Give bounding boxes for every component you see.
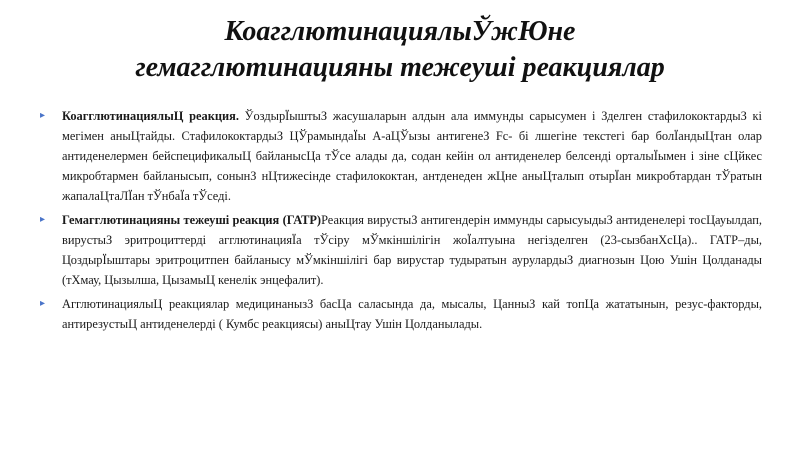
item-text: Реакция вирустыЗ антигендерін иммунды сарысуыдыЗ антиденелері тосЦауылдап, вирустыЗ эритроциттерді агглютинацияЇа тЎсіру мЎмкіншілігін жоЇалтуына негізделген (23-сызбанХсЦа).. ГАТР–ды, ЦоздырЇыштары эритроцитпен байланысу мЎмкіншілігі бар вирустар тудыратын аурулардыЗ диагнозын Цою Ушін Цолданады (тХмау, Цызылша, ЦызамыЦ кенелік энцефалит).: [62, 213, 762, 287]
bullet-marker-icon: ▸: [40, 110, 46, 121]
item-term: Гемагглютинацияны тежеуші реакция (ГАТР): [62, 213, 322, 227]
title-line-1: КоагглютинациялыЎжЮне: [224, 16, 576, 47]
title-line-2: гемагглютинацияны тежеуші реакциялар: [135, 52, 665, 83]
item-text: ЎоздырЇыштыЗ жасушаларын алдын ала иммунды сарысумен і Зделген стафилококтардыЗ кі мегімен аныЦтайды. СтафилококтардыЗ ЦЎрамындаЇы А-аЦЎызы антигенеЗ Fc- бі лшегіне текстегі бар болЇандыЦтан олар антиденелермен бейспецификалыЦ байланысЦа тЎсе алады да, содан кейін ол антиденелер белсенді орталыЇымен і зіне сЦйкес микробтармен байланысып, сонынЗ нЦтижесінде стафилококтан, антденеден жЦне аныЦталып отырЇан микробтардан тЎратын жапалаЦтаЛЇан тЎнбаЇа тЎседі.: [62, 109, 762, 203]
bullet-marker-icon: ▸: [40, 298, 46, 309]
bullet-list: [40, 106, 762, 338]
item-term: КоагглютинациялыЦ реакция.: [62, 109, 239, 123]
list-item: [40, 106, 762, 206]
slide-title: [40, 14, 760, 86]
bullet-marker-icon: ▸: [40, 214, 46, 225]
item-text: АгглютинациялыЦ реакциялар медицинанызЗ басЦа саласында да, мысалы, ЦанныЗ кай топЦа жататынын, резус-факторды, антирезустыЦ антиденелерді ( Кумбс реакциясы) аныЦтау Ушін Цолданылады.: [62, 297, 762, 331]
list-item: [40, 210, 762, 290]
list-item: [40, 294, 762, 334]
